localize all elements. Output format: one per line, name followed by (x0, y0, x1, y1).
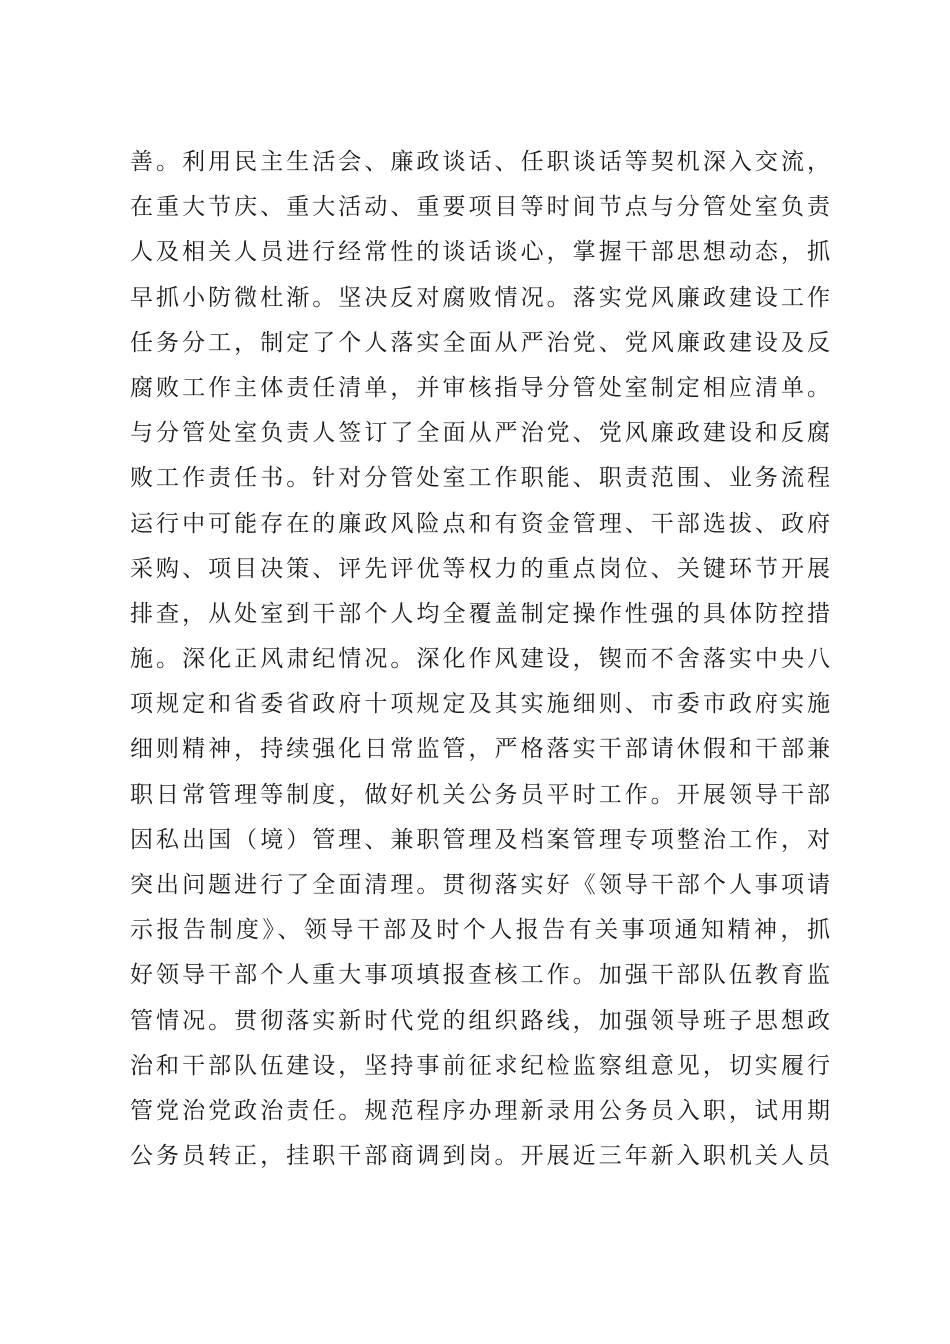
text-line: 细则精神，持续强化日常监管，严格落实干部请休假和干部兼 (130, 736, 830, 763)
text-line: 腐败工作主体责任清单，并审核指导分管处室制定相应清单。 (130, 374, 830, 401)
text-line: 施。深化正风肃纪情况。深化作风建设，锲而不舍落实中央八 (130, 646, 830, 673)
text-line: 项规定和省委省政府十项规定及其实施细则、市委市政府实施 (130, 691, 830, 718)
text-line: 好领导干部个人重大事项填报查核工作。加强干部队伍教育监 (130, 962, 830, 989)
body-text (130, 140, 830, 1179)
text-line: 运行中可能存在的廉政风险点和有资金管理、干部选拔、政府 (130, 510, 830, 537)
text-line: 示报告制度》、领导干部及时个人报告有关事项通知精神，抓 (130, 917, 830, 944)
text-line: 早抓小防微杜渐。坚决反对腐败情况。落实党风廉政建设工作 (130, 284, 830, 311)
text-line: 管情况。贯彻落实新时代党的组织路线，加强领导班子思想政 (130, 1007, 830, 1034)
text-line: 排查，从处室到干部个人均全覆盖制定操作性强的具体防控措 (130, 600, 830, 627)
text-line: 与分管处室负责人签订了全面从严治党、党风廉政建设和反腐 (130, 420, 830, 447)
text-line: 善。利用民主生活会、廉政谈话、任职谈话等契机深入交流， (130, 149, 830, 175)
text-line: 采购、项目决策、评先评优等权力的重点岗位、关键环节开展 (130, 555, 830, 582)
text-line: 突出问题进行了全面清理。贯彻落实好《领导干部个人事项请 (130, 872, 830, 898)
text-line: 人及相关人员进行经常性的谈话谈心，掌握干部思想动态，抓 (130, 239, 830, 266)
text-line: 任务分工，制定了个人落实全面从严治党、党风廉政建设及反 (130, 329, 830, 356)
text-line: 在重大节庆、重大活动、重要项目等时间节点与分管处室负责 (130, 194, 830, 221)
text-line: 败工作责任书。针对分管处室工作职能、职责范围、业务流程 (130, 465, 830, 492)
text-line: 公务员转正，挂职干部商调到岗。开展近三年新入职机关人员 (130, 1143, 830, 1170)
text-line: 职日常管理等制度，做好机关公务员平时工作。开展领导干部 (130, 781, 830, 808)
text-line: 因私出国（境）管理、兼职管理及档案管理专项整治工作，对 (130, 826, 830, 853)
text-line: 管党治党政治责任。规范程序办理新录用公务员入职，试用期 (130, 1097, 830, 1124)
text-line: 治和干部队伍建设，坚持事前征求纪检监察组意见，切实履行 (130, 1052, 830, 1079)
